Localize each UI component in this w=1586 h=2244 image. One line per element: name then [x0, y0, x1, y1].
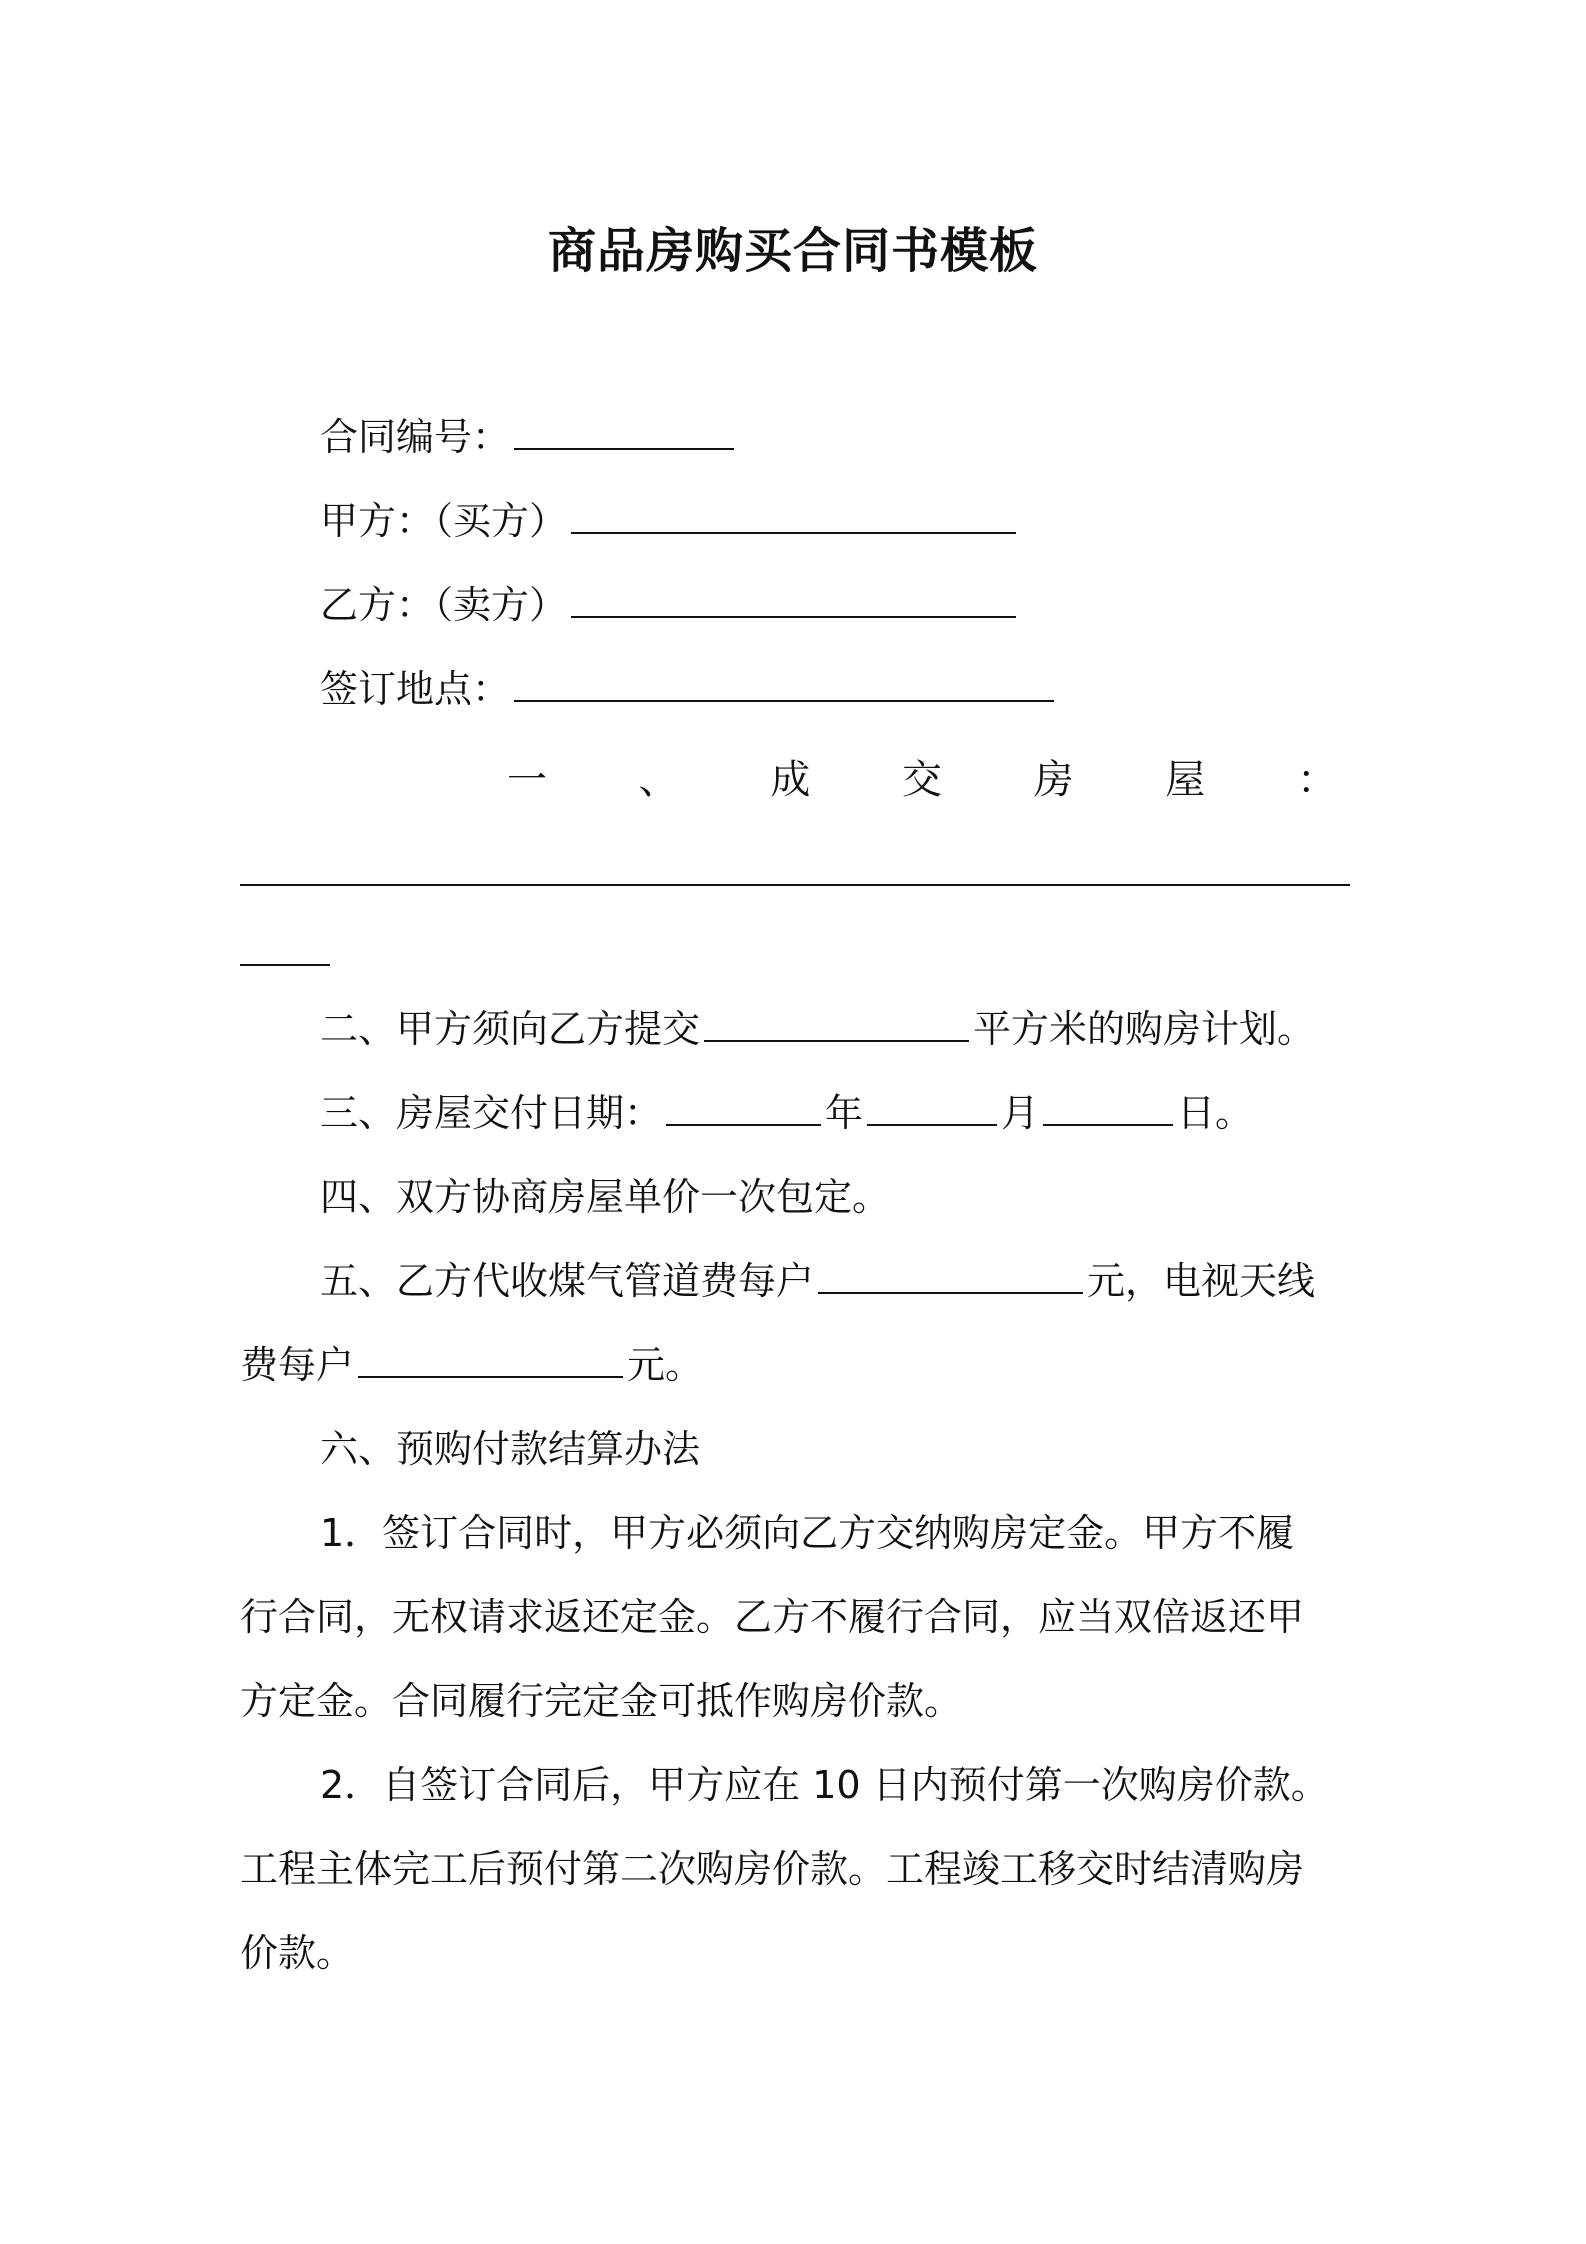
section-one-char: 屋: [1165, 757, 1206, 803]
clause-6-item-1-line-3: 方定金。合同履行完定金可抵作购房价款。: [240, 1679, 963, 1723]
clause-2-blank: [704, 1010, 969, 1042]
section-one-char: 房: [1033, 757, 1074, 803]
party-b-line: [320, 583, 1020, 627]
document-title: 商品房购买合同书模板: [547, 223, 1038, 279]
clause-5-line-1: [320, 1259, 1316, 1303]
clause-3-month: 月: [1001, 1091, 1040, 1135]
sign-place-line: [320, 667, 1058, 711]
section-one-blank-line-2: [240, 964, 330, 966]
contract-no-line: [320, 415, 738, 459]
clause-5-gas-blank: [818, 1262, 1083, 1294]
section-one-char: 一: [507, 757, 547, 803]
section-one-char: 成: [770, 757, 811, 803]
party-a-label: 甲方：（买方）: [320, 499, 568, 543]
sign-place-blank: [514, 670, 1054, 702]
clause-6-item-2-line-2: 工程主体完工后预付第二次购房价款。工程竣工移交时结清购房: [240, 1847, 1305, 1891]
clause-3-year: 年: [825, 1091, 864, 1135]
clause-3: [320, 1091, 1254, 1135]
clause-3-year-blank: [666, 1094, 821, 1126]
clause-5-line-2: [240, 1343, 704, 1387]
contract-no-blank: [514, 418, 734, 450]
section-one-char: 、: [638, 757, 679, 803]
sign-place-label: 签订地点：: [320, 667, 511, 711]
clause-5-tv-blank: [358, 1346, 623, 1378]
section-one-blank-line-1: [240, 884, 1350, 886]
clause-5-text-b: 元，电视天线: [1087, 1259, 1316, 1303]
clause-6-item-1-line-2: 行合同，无权请求返还定金。乙方不履行合同，应当双倍返还甲: [240, 1595, 1305, 1639]
party-b-blank: [571, 586, 1016, 618]
section-one-char: ：: [1296, 757, 1337, 803]
clause-4: 四、双方协商房屋单价一次包定。: [320, 1175, 891, 1219]
clause-2-text-b: 平方米的购房计划。: [973, 1007, 1316, 1051]
section-one-char: 交: [901, 757, 942, 803]
clause-6-heading: 六、预购付款结算办法: [320, 1427, 701, 1471]
clause-6-item-1-line-1: 1．签订合同时，甲方必须向乙方交纳购房定金。甲方不履: [320, 1511, 1295, 1555]
clause-2: [320, 1007, 1316, 1051]
party-a-blank: [571, 502, 1016, 534]
clause-2-text-a: 二、甲方须向乙方提交: [320, 1007, 701, 1051]
clause-3-text: 三、房屋交付日期：: [320, 1091, 663, 1135]
clause-3-day: 日。: [1177, 1091, 1254, 1135]
party-b-label: 乙方：（卖方）: [320, 583, 568, 627]
clause-6-item-2-line-1: 2．自签订合同后，甲方应在 10 日内预付第一次购房价款。: [320, 1763, 1329, 1807]
party-a-line: [320, 499, 1020, 543]
clause-3-day-blank: [1043, 1094, 1173, 1126]
clause-5-text-d: 元。: [627, 1343, 704, 1387]
section-one-heading: [507, 748, 1337, 805]
contract-no-label: 合同编号：: [320, 415, 511, 459]
clause-5-text-c: 费每户: [240, 1343, 355, 1387]
clause-5-text-a: 五、乙方代收煤气管道费每户: [320, 1259, 815, 1303]
clause-6-item-2-line-3: 价款。: [240, 1931, 355, 1975]
clause-3-month-blank: [867, 1094, 997, 1126]
